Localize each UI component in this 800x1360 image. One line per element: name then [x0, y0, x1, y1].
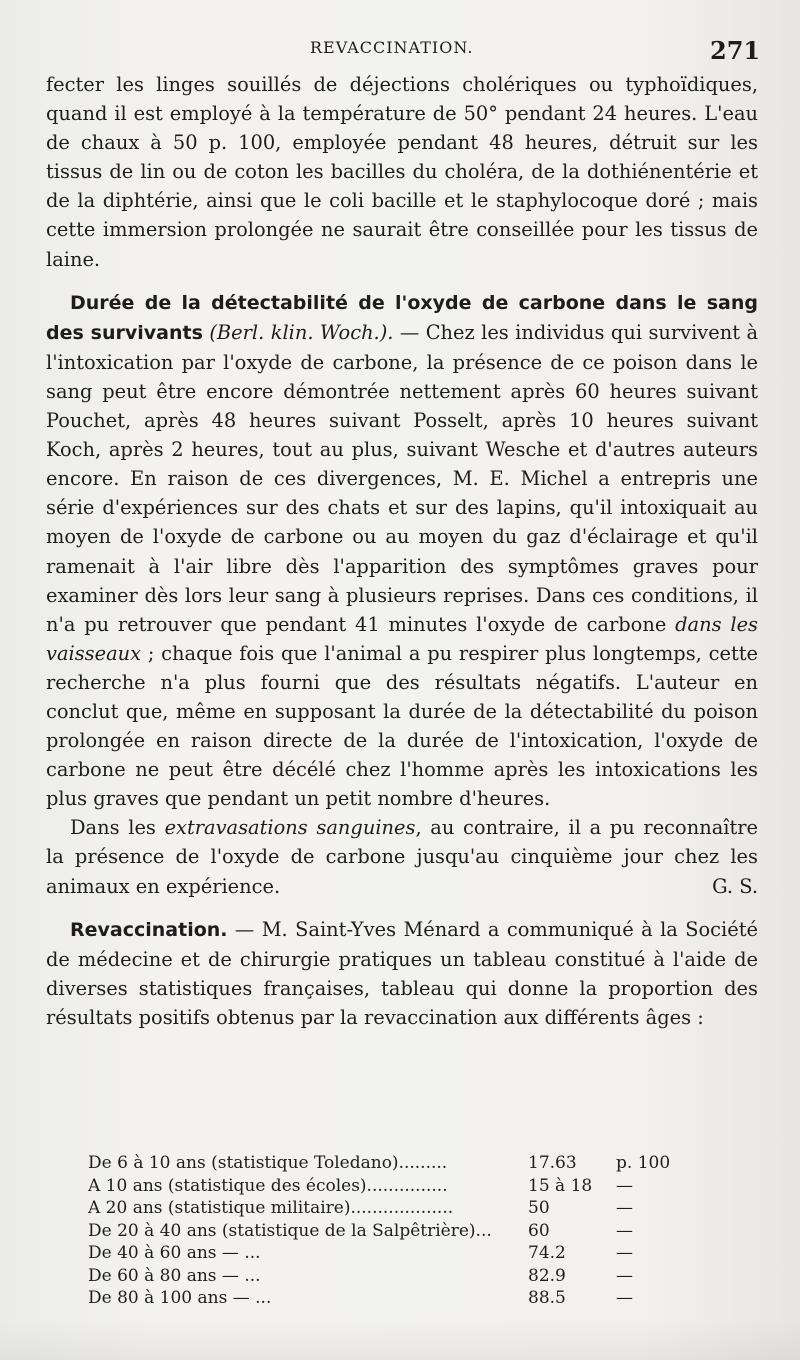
row-value: 60: [528, 1220, 550, 1241]
row-value: 50: [528, 1198, 550, 1218]
row-label: De 60 à 80 ans — ...: [88, 1265, 261, 1286]
paragraph-extravasations: Dans les extravasations sanguines, au contraire, il a pu reconnaître la présence de l'oxyde de carbone jusqu'au cinquième jour chez les animaux en expérience. G. S.: [46, 813, 758, 900]
row-value: 88.5: [528, 1288, 566, 1308]
row-label: De 40 à 60 ans — ...: [88, 1243, 261, 1263]
section-text: — Chez les individus qui survivent à l'intoxication par l'oxyde de carbone, la présence de ce poison dans le sang peut être encore démontrée nettement après 60 heures suivant Pouchet, après 48 heures suivant Posselt, après 10 heures suivant Koch, après 2 heures, tout au plus, suivant Wesche et d'autres auteurs encore. En raison de ces divergences, M. E. Michel a entrepris une série d'expériences sur des chats et sur des lapins, qu'il intoxiquait au moyen de l'oxyde de carbone ou au moyen du gaz d'éclairage et qu'il ramenait à l'air libre dès l'apparition des symptômes graves pour examiner dès lors leur sang à plusieurs reprises. Dans ces conditions, il n'a pu retrouver que pendant 41 minutes l'oxyde de carbone: [46, 320, 759, 636]
row-label: A 20 ans (statistique militaire)...................: [88, 1198, 454, 1218]
section-heading: Durée de la détectabilité de l'oxyde de carbone dans le sang des survivants: [46, 291, 758, 344]
row-unit: p. 100: [616, 1153, 671, 1173]
section-text-continued: ; chaque fois que l'animal a pu respirer plus longtemps, cette recherche n'a plus fourni que des résultats négatifs. L'auteur en conclut que, même en supposant la durée de la détectabilité du poison prolongée en raison directe de la durée de l'intoxication, l'oxyde de carbone ne peut être décélé chez l'homme après les intoxications les plus graves que pendant un petit nombre d'heures.: [46, 641, 758, 811]
table-row: [88, 1220, 728, 1243]
row-value: 74.2: [528, 1243, 566, 1263]
running-title: REVACCINATION.: [310, 38, 474, 57]
author-signature: G. S.: [712, 874, 758, 898]
row-unit: —: [616, 1265, 633, 1286]
statistics-table: [88, 1152, 728, 1310]
section-heading: Revaccination.: [70, 918, 228, 941]
paragraph-continuation: fecter les linges souillés de déjections cholériques ou typhoïdiques, quand il est employé à la température de 50° pendant 24 heures. L'eau de chaux à 50 p. 100, employée pendant 48 heures, détruit sur les tissus de lin ou de coton les bacilles du choléra, de la dothiénentérie et de la diphtérie, ainsi que le coli bacille et le staphylocoque doré ; mais cette immersion prolongée ne saurait être conseillée pour les tissus de laine.: [46, 73, 758, 271]
row-label: De 6 à 10 ans (statistique Toledano).........: [88, 1153, 448, 1173]
section-text: — M. Saint-Yves Ménard a communiqué à la Société de médecine et de chirurgie pratiques un tableau constitué à l'aide de diverses statistiques françaises, tableau qui donne la proportion des résultats positifs obtenus par la revaccination aux différents âges :: [46, 917, 758, 1029]
body-text: [46, 70, 758, 1032]
row-label: A 10 ans (statistique des écoles)...............: [88, 1175, 448, 1196]
row-unit: —: [616, 1220, 633, 1241]
row-label: De 20 à 40 ans (statistique de la Salpêtrière)...: [88, 1220, 492, 1241]
row-unit: —: [616, 1175, 633, 1196]
table-row: [88, 1175, 728, 1198]
row-unit: —: [616, 1243, 633, 1263]
source-citation: (Berl. klin. Woch.).: [209, 320, 394, 344]
row-value: 15 à 18: [528, 1175, 593, 1196]
row-label: De 80 à 100 ans — ...: [88, 1288, 272, 1308]
table-row: [88, 1287, 728, 1310]
table-row: [88, 1242, 728, 1265]
table-row: [88, 1265, 728, 1288]
row-unit: —: [616, 1198, 633, 1218]
row-value: 82.9: [528, 1265, 566, 1286]
page-bottom-shadow: [0, 1318, 800, 1360]
page-header: [0, 36, 800, 66]
row-value: 17.63: [528, 1153, 577, 1173]
row-unit: —: [616, 1288, 633, 1308]
italic-phrase: dans les vaisseaux: [46, 612, 758, 665]
italic-phrase: extravasations sanguines: [164, 816, 416, 840]
page-number: 271: [710, 36, 761, 65]
table-row: [88, 1152, 728, 1175]
table-row: [88, 1197, 728, 1220]
section-revaccination: [46, 915, 758, 1032]
section-durée: [46, 288, 758, 814]
